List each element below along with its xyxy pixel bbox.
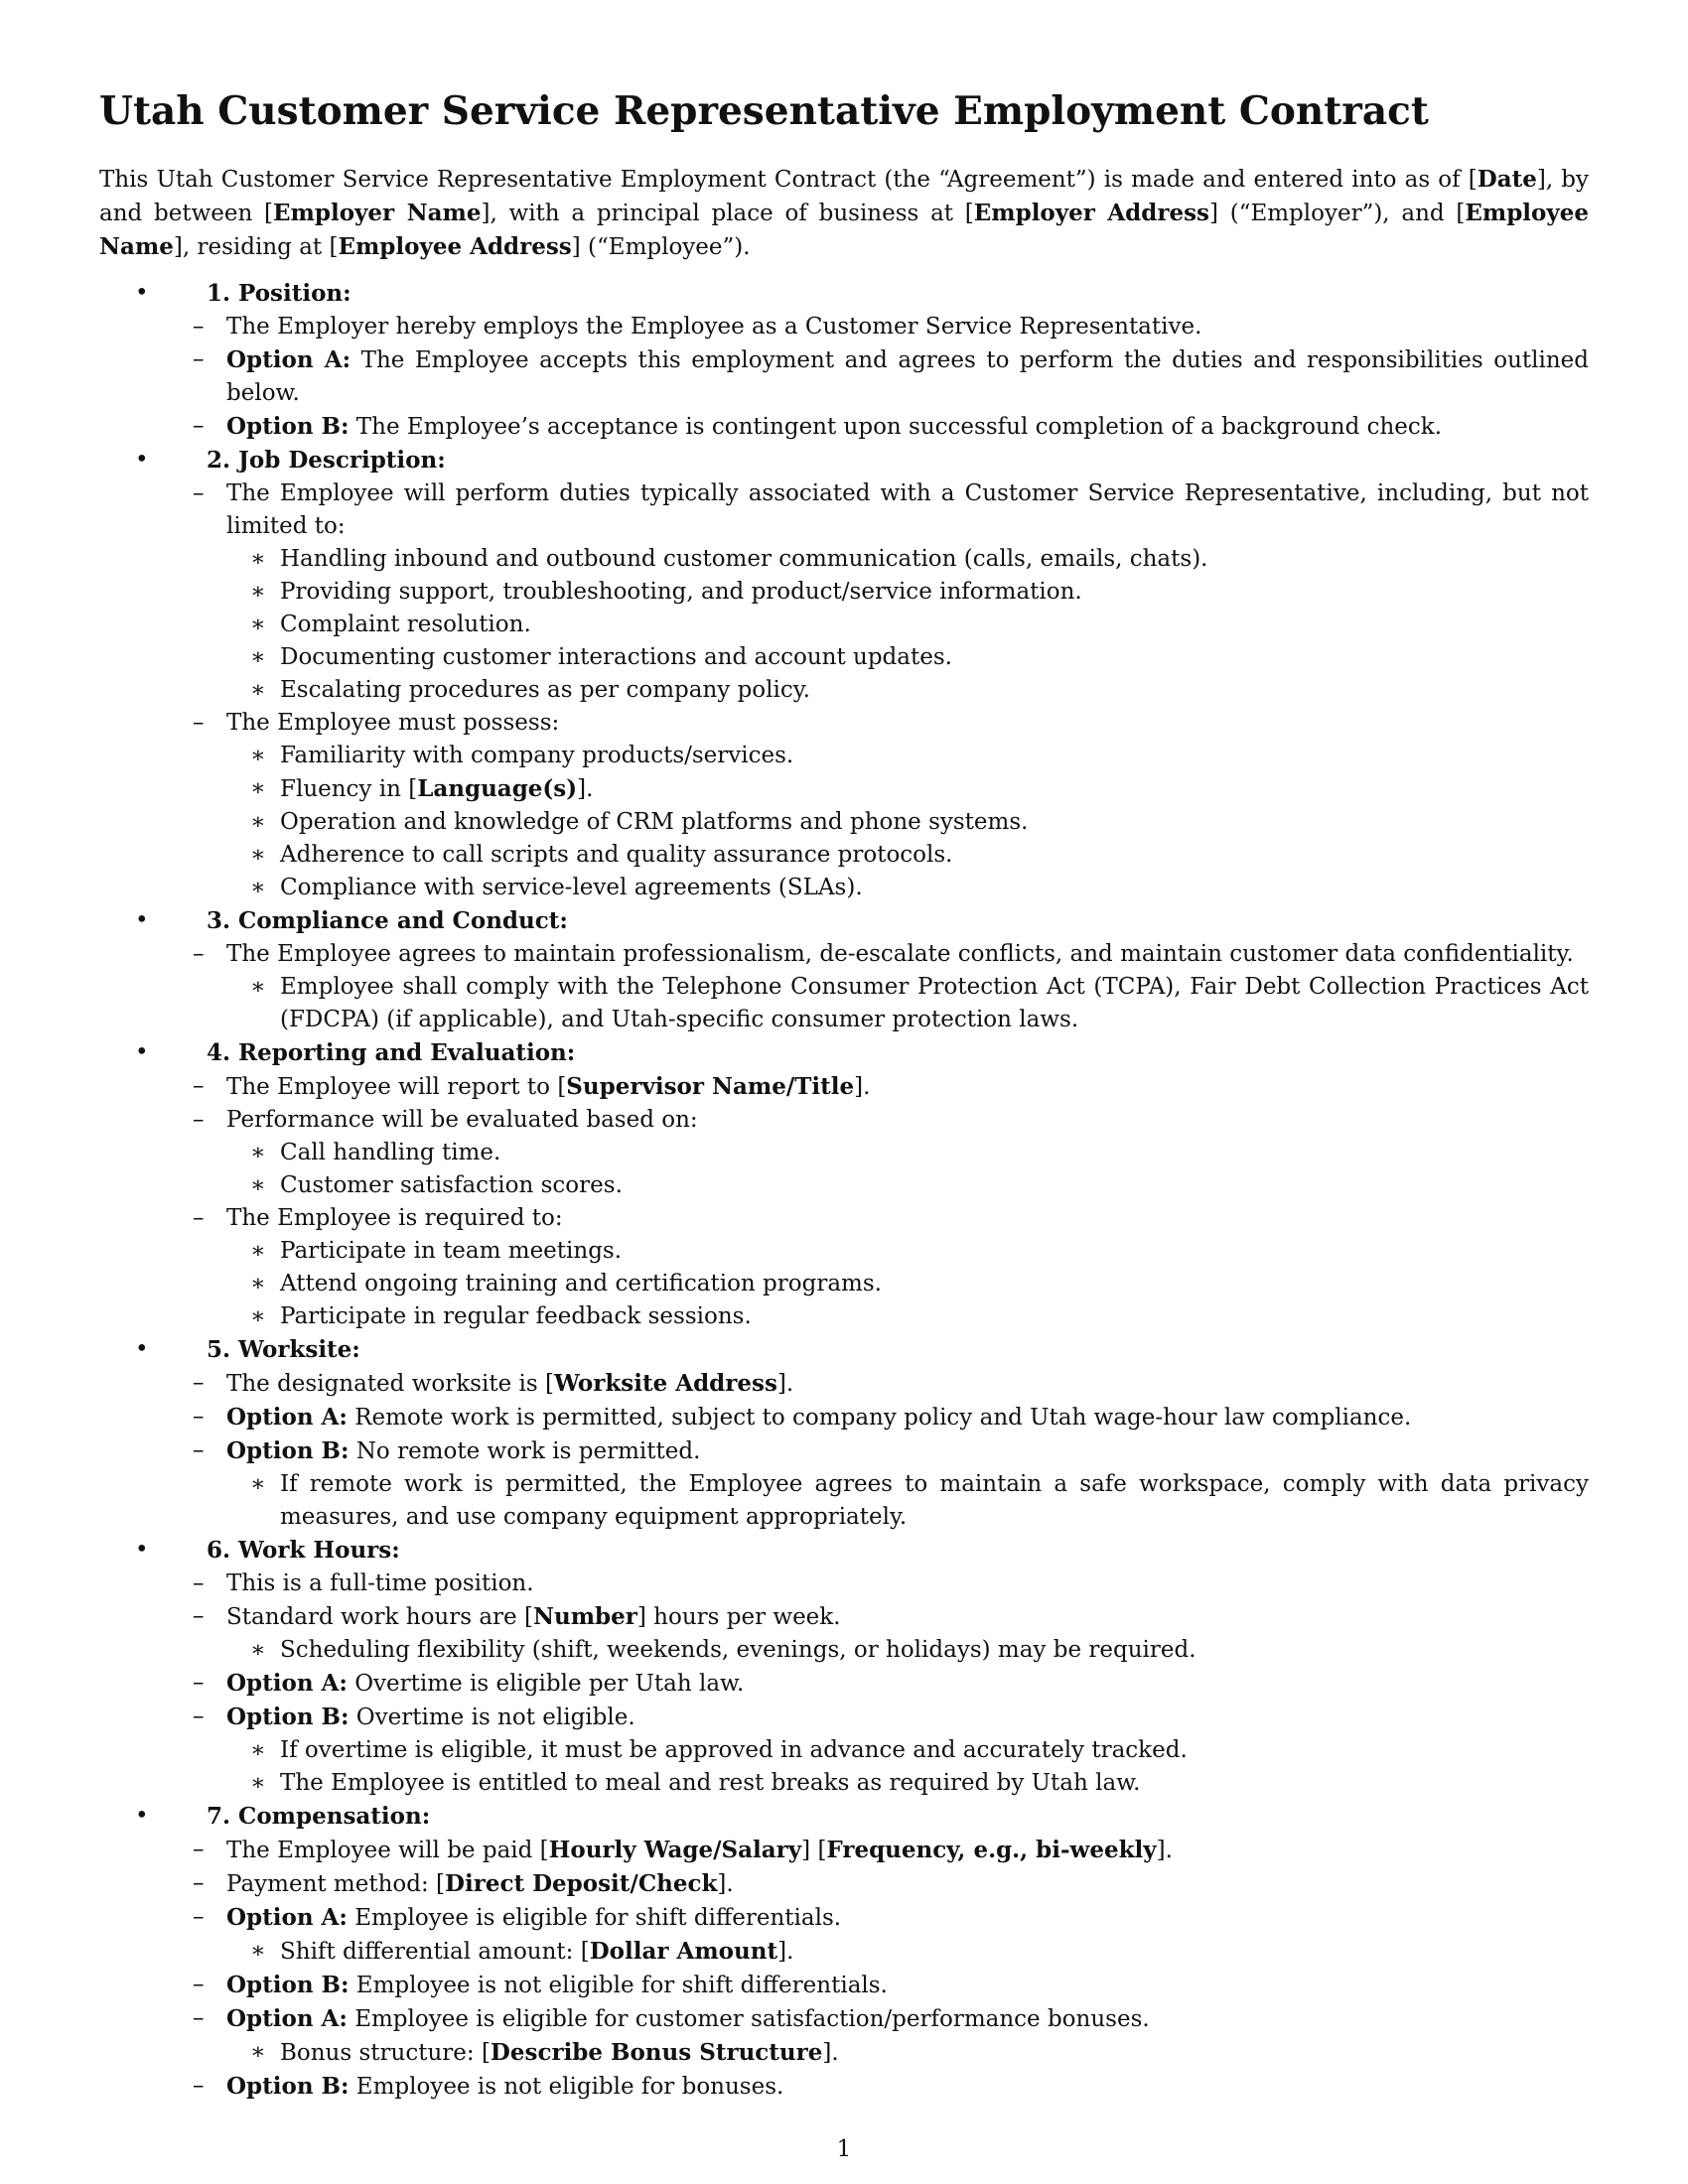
dash-marker: – (193, 710, 205, 736)
list-item (99, 311, 1589, 343)
list-item-text: Payment method: [ (226, 1871, 446, 1897)
list-item-text: Remote work is permitted, subject to company policy and Utah wage-hour law compliance. (347, 1405, 1412, 1431)
option-label: Option B: (226, 2073, 350, 2100)
dash-marker: – (193, 1904, 205, 1930)
dash-marker: – (193, 941, 205, 967)
list-item-text: This is a full-time position. (226, 1570, 534, 1596)
employer-address-placeholder: Employer Address (973, 200, 1209, 226)
star-marker: ∗ (250, 974, 266, 1000)
sub-list-item-text: Employee shall comply with the Telephone Consumer Protection Act (TCPA), Fair Debt Collection Practices Act (FDCPA) (if applicable), and Utah-specific consumer protection laws. (280, 974, 1589, 1032)
section-heading-reporting (99, 1036, 1589, 1070)
list-item-text: The Employee agrees to maintain professionalism, de-escalate conflicts, and maintain customer data confidentiality. (226, 941, 1574, 967)
sub-list-item (99, 1137, 1589, 1169)
option-label: Option B: (226, 1704, 350, 1730)
list-item-text: The Employee is required to: (226, 1205, 563, 1231)
bullet-marker: • (135, 280, 149, 306)
list-item (99, 1600, 1589, 1634)
section-heading-job-description (99, 444, 1589, 478)
sub-list-item (99, 806, 1589, 839)
dash-marker: – (193, 413, 205, 439)
sub-list-item-text: Attend ongoing training and certification programs. (280, 1271, 882, 1297)
dash-marker: – (193, 1837, 205, 1862)
sub-list-item (99, 1468, 1589, 1534)
intro-text: ], with a principal place of business at [ (481, 201, 974, 226)
list-item-text: Employee is eligible for shift differentials. (347, 1905, 842, 1931)
list-item-text: Overtime is eligible per Utah law. (347, 1671, 745, 1697)
star-marker: ∗ (250, 2039, 266, 2065)
dash-marker: – (193, 1437, 205, 1463)
option-label: Option A: (226, 1904, 348, 1931)
list-item-text: ] hours per week. (636, 1604, 841, 1630)
sub-list-item (99, 1734, 1589, 1767)
dash-marker: – (193, 1073, 205, 1099)
sub-list-item-text: ]. (777, 1939, 794, 1965)
option-label: Option B: (226, 1972, 350, 1998)
dash-marker: – (193, 1370, 205, 1396)
list-item (99, 1202, 1589, 1235)
bullet-marker: • (135, 907, 149, 933)
intro-paragraph (99, 163, 1589, 264)
list-item-text: The Employee will be paid [ (226, 1838, 549, 1863)
list-item-text: Employee is not eligible for shift differentials. (349, 1973, 888, 1998)
language-placeholder: Language(s) (417, 775, 578, 802)
star-marker: ∗ (250, 1172, 266, 1198)
employee-address-placeholder: Employee Address (338, 233, 572, 260)
star-marker: ∗ (250, 546, 266, 572)
star-marker: ∗ (250, 1737, 266, 1763)
section-heading-work-hours (99, 1534, 1589, 1568)
list-item (99, 2070, 1589, 2104)
list-item (99, 1070, 1589, 1104)
bullet-marker: • (135, 1537, 149, 1563)
sub-list-item-text: Participate in regular feedback sessions. (280, 1303, 752, 1329)
sub-list-item (99, 1300, 1589, 1333)
sub-list-item (99, 772, 1589, 806)
sub-list-item-text: If overtime is eligible, it must be approved in advance and accurately tracked. (280, 1737, 1188, 1763)
supervisor-placeholder: Supervisor Name/Title (566, 1073, 855, 1100)
section-heading-position (99, 277, 1589, 311)
list-item-text: Employee is eligible for customer satisfaction/performance bonuses. (347, 2006, 1150, 2032)
sub-list-item-text: ]. (822, 2040, 839, 2066)
sub-list-item-text: Providing support, troubleshooting, and product/service information. (280, 579, 1082, 605)
section-heading-text: 3. Compliance and Conduct: (207, 907, 568, 934)
list-item (99, 1434, 1589, 1468)
section-heading-compliance (99, 904, 1589, 938)
sub-list-item-text: ]. (577, 776, 594, 802)
list-item-text: The Employee accepts this employment and agrees to perform the duties and responsibilities outlined below. (226, 347, 1589, 406)
sub-list-item (99, 1634, 1589, 1667)
section-heading-text: 4. Reporting and Evaluation: (207, 1039, 576, 1066)
dash-marker: – (193, 1670, 205, 1696)
list-item-text: Overtime is not eligible. (349, 1705, 635, 1730)
dash-marker: – (193, 1603, 205, 1629)
sub-list-item-text: Documenting customer interactions and account updates. (280, 644, 952, 670)
star-marker: ∗ (250, 809, 266, 835)
list-item (99, 1568, 1589, 1600)
dash-marker: – (193, 1404, 205, 1430)
sub-list-item-text: If remote work is permitted, the Employee agrees to maintain a safe workspace, comply with data privacy measures, and use company equipment appropriately. (280, 1471, 1589, 1530)
bullet-marker: • (135, 1039, 149, 1065)
sub-list-item-text: Shift differential amount: [ (280, 1939, 590, 1965)
list-item (99, 343, 1589, 410)
intro-text: ], residing at [ (173, 234, 339, 260)
worksite-placeholder: Worksite Address (553, 1370, 777, 1397)
sub-list-item-text: Complaint resolution. (280, 612, 531, 637)
sub-list-item (99, 2036, 1589, 2070)
sub-list-item-text: Familiarity with company products/services. (280, 743, 794, 768)
option-label: Option B: (226, 413, 350, 440)
sub-list-item-text: Escalating procedures as per company policy. (280, 677, 810, 703)
document-title: Utah Customer Service Representative Employment Contract (99, 88, 1429, 134)
list-item-text: Performance will be evaluated based on: (226, 1107, 698, 1133)
section-heading-worksite (99, 1333, 1589, 1367)
sub-list-item (99, 839, 1589, 872)
option-label: Option B: (226, 1437, 350, 1464)
sub-list-item (99, 740, 1589, 772)
list-item-text: ]. (854, 1074, 871, 1100)
dollar-amount-placeholder: Dollar Amount (589, 1938, 778, 1965)
bullet-marker: • (135, 1336, 149, 1362)
sub-list-item-text: The Employee is entitled to meal and rest breaks as required by Utah law. (280, 1770, 1141, 1796)
dash-marker: – (193, 1704, 205, 1729)
list-item-text: Standard work hours are [ (226, 1604, 533, 1630)
payment-method-placeholder: Direct Deposit/Check (445, 1870, 718, 1897)
star-marker: ∗ (250, 644, 266, 670)
sub-list-item-text: Customer satisfaction scores. (280, 1172, 623, 1198)
list-item-text: The Employer hereby employs the Employee as a Customer Service Representative. (226, 314, 1202, 340)
star-marker: ∗ (250, 1637, 266, 1663)
dash-marker: – (193, 1570, 205, 1596)
dash-marker: – (193, 2073, 205, 2099)
list-item-text: ]. (1156, 1838, 1173, 1863)
star-marker: ∗ (250, 775, 266, 801)
list-item (99, 410, 1589, 444)
date-placeholder: Date (1477, 166, 1537, 193)
dash-marker: – (193, 1972, 205, 1997)
list-item (99, 1834, 1589, 1867)
wage-placeholder: Hourly Wage/Salary (548, 1837, 802, 1863)
sub-list-item-text: Bonus structure: [ (280, 2040, 491, 2066)
star-marker: ∗ (250, 875, 266, 900)
sub-list-item (99, 1767, 1589, 1800)
section-heading-text: 7. Compensation: (207, 1803, 431, 1830)
star-marker: ∗ (250, 1140, 266, 1165)
page-number: 1 (836, 2136, 852, 2162)
section-heading-text: 2. Job Description: (207, 447, 446, 474)
sub-list-item (99, 1268, 1589, 1300)
list-item (99, 1901, 1589, 1935)
list-item (99, 478, 1589, 543)
section-heading-text: 5. Worksite: (207, 1336, 360, 1363)
star-marker: ∗ (250, 842, 266, 868)
sub-list-item-text: Call handling time. (280, 1140, 501, 1165)
dash-marker: – (193, 1205, 205, 1231)
sub-list-item (99, 1935, 1589, 1969)
intro-text: ], by and between [ (99, 167, 1589, 226)
option-label: Option A: (226, 2005, 348, 2032)
star-marker: ∗ (250, 612, 266, 637)
star-marker: ∗ (250, 1271, 266, 1297)
dash-marker: – (193, 1107, 205, 1133)
dash-marker: – (193, 314, 205, 340)
list-item (99, 1969, 1589, 2002)
intro-text: ] (“Employee”). (571, 234, 751, 260)
sub-list-item (99, 641, 1589, 674)
star-marker: ∗ (250, 579, 266, 605)
intro-text: This Utah Customer Service Representative Employment Contract (the “Agreement”) is made and entered into as of [ (99, 167, 1477, 193)
list-item (99, 1701, 1589, 1734)
employee-name-placeholder: Employee Name (99, 200, 1589, 260)
section-heading-text: 6. Work Hours: (207, 1537, 400, 1564)
list-item (99, 1367, 1589, 1401)
dash-marker: – (193, 1870, 205, 1896)
star-marker: ∗ (250, 1471, 266, 1497)
list-item (99, 2002, 1589, 2036)
dash-marker: – (193, 480, 205, 506)
sub-list-item (99, 872, 1589, 904)
sub-list-item-text: Participate in team meetings. (280, 1238, 623, 1264)
bullet-marker: • (135, 447, 149, 473)
star-marker: ∗ (250, 743, 266, 768)
sub-list-item (99, 576, 1589, 609)
sub-list-item (99, 971, 1589, 1036)
star-marker: ∗ (250, 677, 266, 703)
list-item-text: Employee is not eligible for bonuses. (349, 2074, 784, 2100)
dash-marker: – (193, 2005, 205, 2031)
sub-list-item-text: Scheduling flexibility (shift, weekends, evenings, or holidays) may be required. (280, 1637, 1196, 1663)
intro-text: ] (“Employer”), and [ (1209, 201, 1466, 226)
sub-list-item-text: Adherence to call scripts and quality assurance protocols. (280, 842, 953, 868)
sub-list-item (99, 674, 1589, 707)
list-item (99, 1667, 1589, 1701)
employer-name-placeholder: Employer Name (273, 200, 482, 226)
list-item-text: The Employee’s acceptance is contingent upon successful completion of a background check. (349, 414, 1443, 440)
sub-list-item (99, 609, 1589, 641)
list-item (99, 1867, 1589, 1901)
bullet-marker: • (135, 1803, 149, 1829)
list-item-text: ]. (717, 1871, 734, 1897)
list-item (99, 938, 1589, 971)
star-marker: ∗ (250, 1303, 266, 1329)
sub-list-item-text: Handling inbound and outbound customer communication (calls, emails, chats). (280, 546, 1208, 572)
list-item-text: ] [ (801, 1838, 827, 1863)
bonus-structure-placeholder: Describe Bonus Structure (490, 2039, 823, 2066)
option-label: Option A: (226, 1404, 348, 1431)
sub-list-item-text: Compliance with service-level agreements (SLAs). (280, 875, 863, 900)
star-marker: ∗ (250, 1238, 266, 1264)
frequency-placeholder: Frequency, e.g., bi-weekly (826, 1837, 1157, 1863)
list-item-text: The designated worksite is [ (226, 1371, 554, 1397)
list-item (99, 1104, 1589, 1137)
sub-list-item (99, 543, 1589, 576)
list-item-text: ]. (776, 1371, 794, 1397)
list-item-text: The Employee will report to [ (226, 1074, 567, 1100)
section-heading-compensation (99, 1800, 1589, 1834)
star-marker: ∗ (250, 1938, 266, 1964)
contract-sections (99, 277, 1589, 2104)
dash-marker: – (193, 346, 205, 372)
sub-list-item (99, 1169, 1589, 1202)
option-label: Option A: (226, 346, 352, 373)
list-item-text: The Employee will perform duties typically associated with a Customer Service Representative, including, but not limited to: (226, 480, 1589, 539)
sub-list-item (99, 1235, 1589, 1268)
section-heading-text: 1. Position: (207, 280, 352, 307)
list-item (99, 1401, 1589, 1434)
star-marker: ∗ (250, 1770, 266, 1796)
sub-list-item-text: Operation and knowledge of CRM platforms and phone systems. (280, 809, 1029, 835)
hours-placeholder: Number (532, 1603, 637, 1630)
list-item (99, 707, 1589, 740)
option-label: Option A: (226, 1670, 348, 1697)
sub-list-item-text: Fluency in [ (280, 776, 418, 802)
list-item-text: No remote work is permitted. (349, 1438, 701, 1464)
list-item-text: The Employee must possess: (226, 710, 560, 736)
